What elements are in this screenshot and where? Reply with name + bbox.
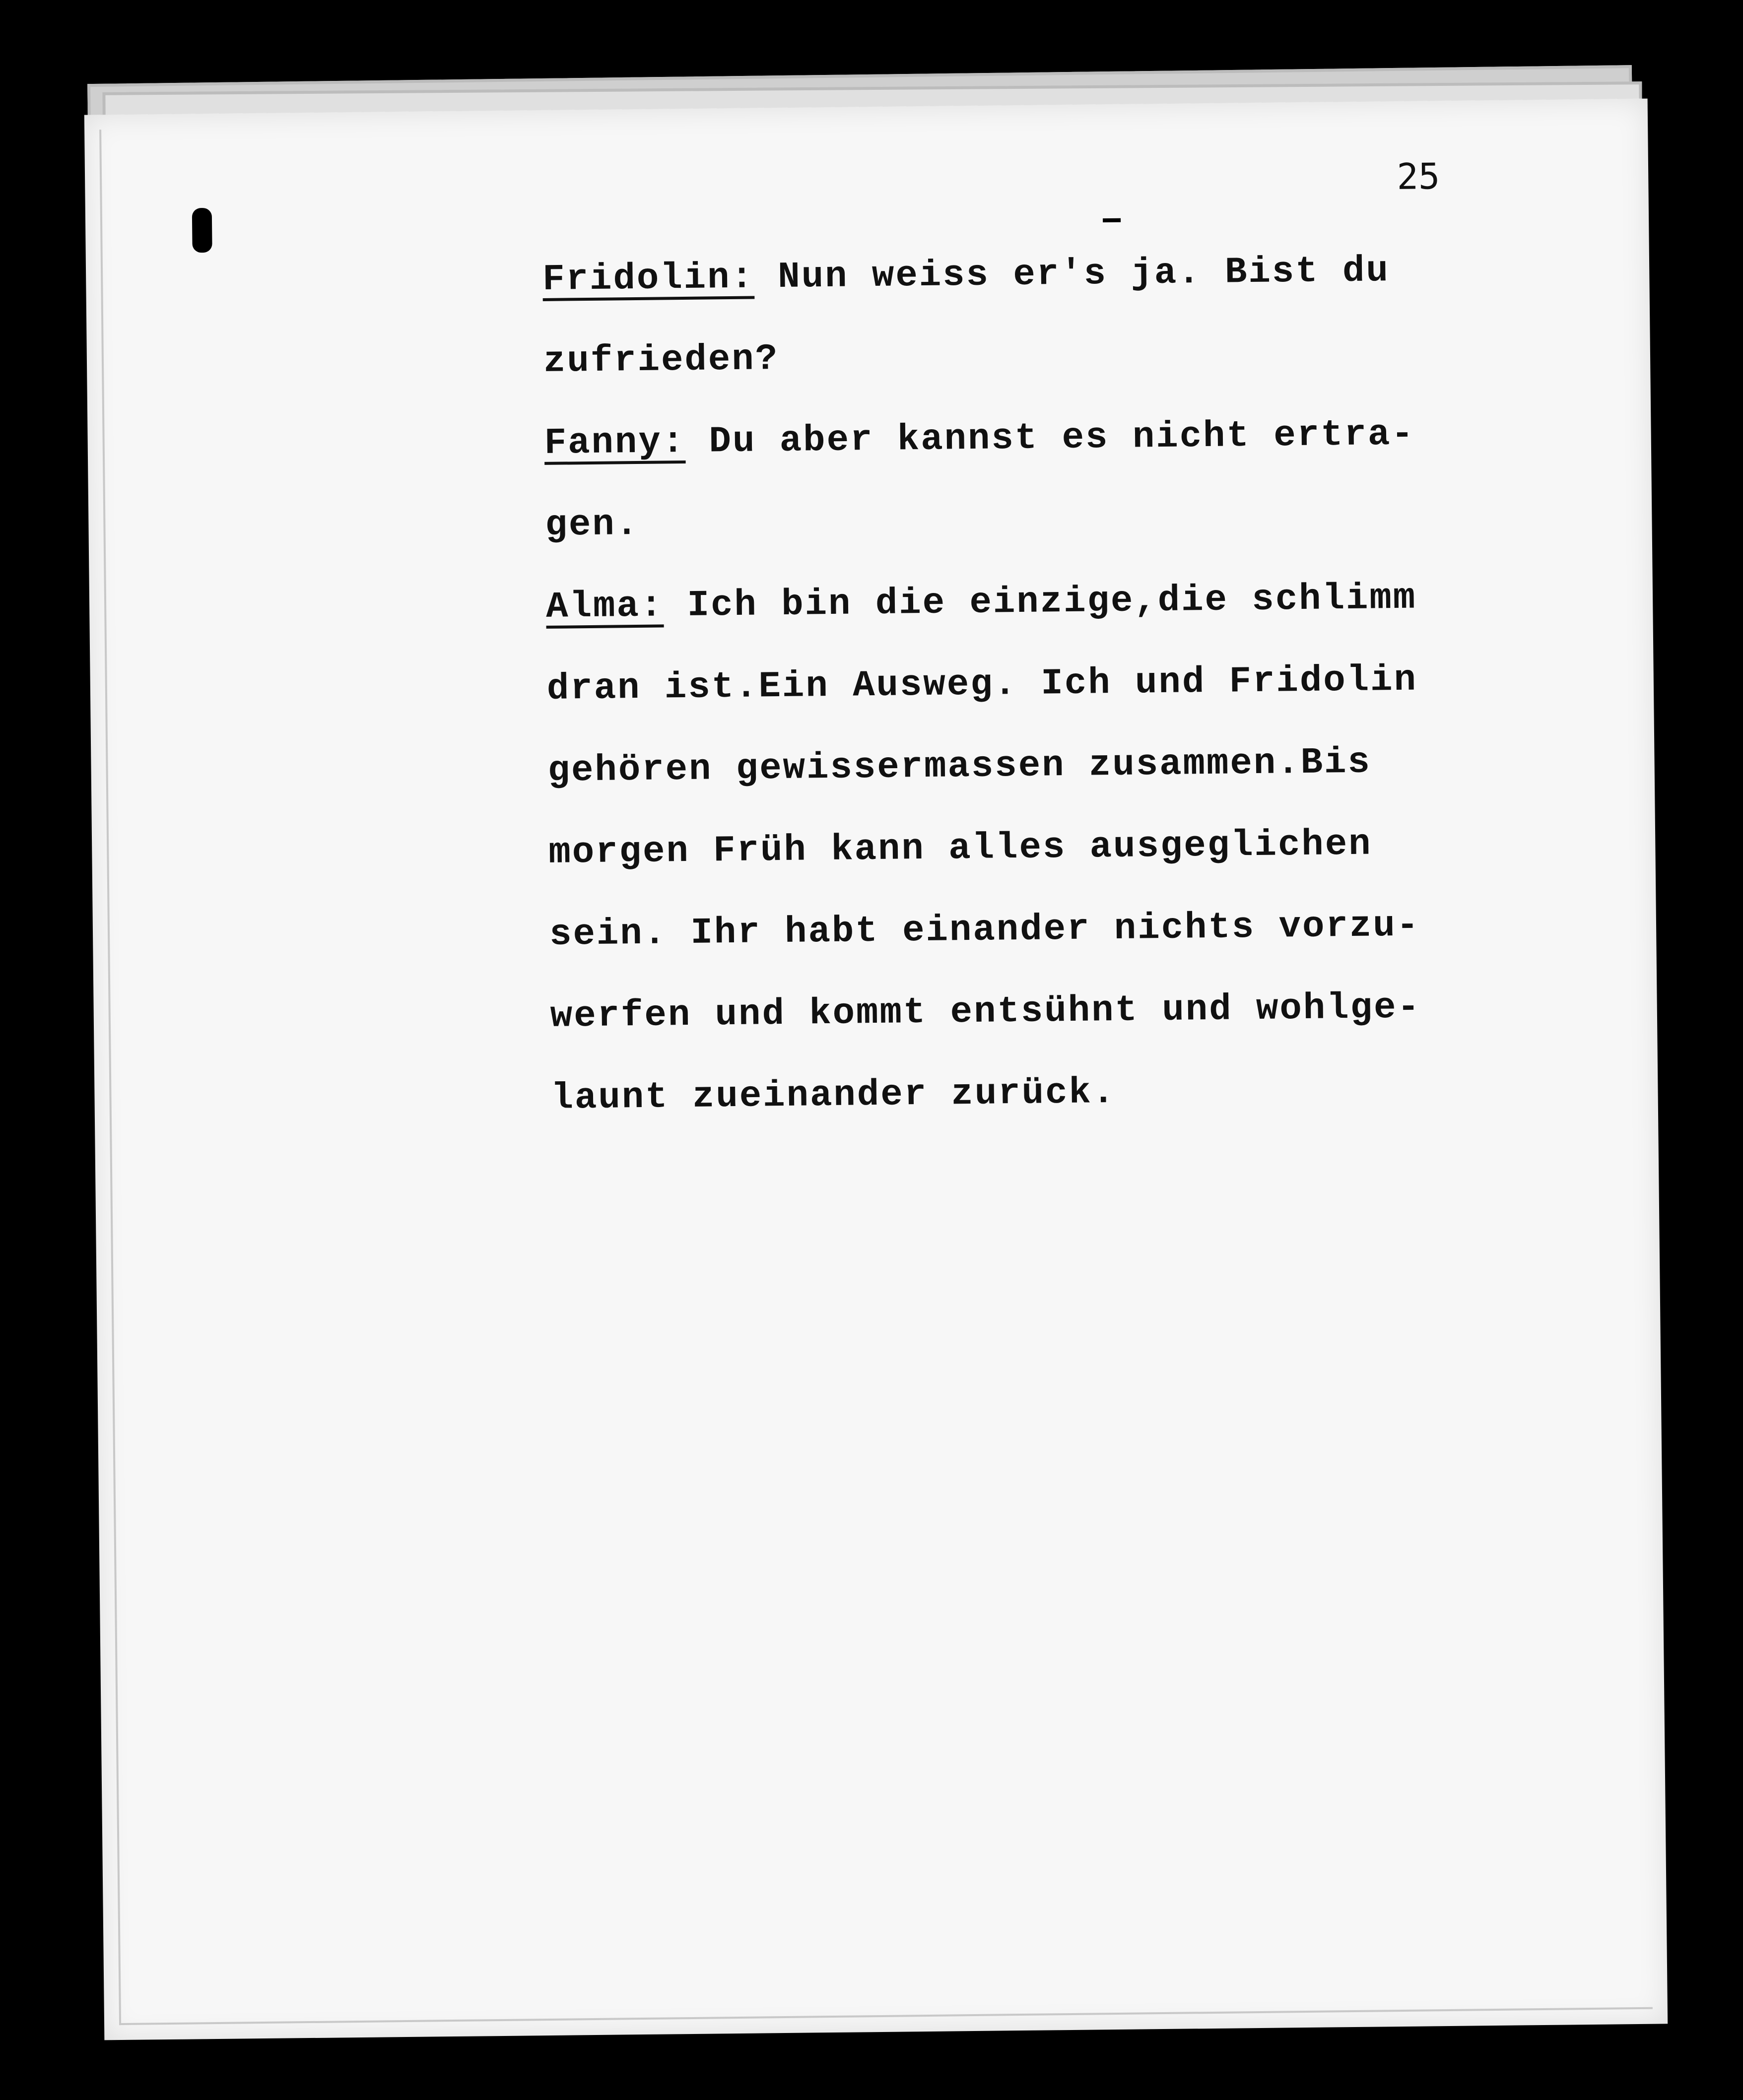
line-text: dran ist.Ein Ausweg. Ich und Fridolin	[546, 659, 1418, 710]
text-line	[545, 556, 1589, 649]
text-line	[542, 228, 1585, 321]
line-text: launt zueinander zurück.	[551, 1071, 1116, 1119]
text-line	[544, 392, 1587, 485]
dialogue-text	[542, 228, 1594, 1140]
typewritten-page	[84, 99, 1668, 2040]
line-text: Ich bin die einzige,die schlimm	[663, 577, 1417, 627]
text-line	[548, 801, 1592, 894]
line-text: sein. Ihr habt einander nichts vorzu-	[549, 905, 1420, 956]
dash-mark	[1103, 218, 1121, 222]
line-text: gen.	[545, 503, 640, 546]
line-text: zufrieden?	[543, 338, 779, 383]
punch-hole-mark	[192, 208, 212, 253]
text-line	[550, 965, 1593, 1058]
line-text: Du aber kannst es nicht ertra-	[685, 413, 1415, 463]
text-line	[549, 883, 1592, 976]
speaker-label: Fridolin:	[542, 257, 755, 301]
text-line	[546, 638, 1590, 730]
line-text: morgen Früh kann alles ausgeglichen	[548, 823, 1373, 874]
line-text: gehören gewissermassen zusammen.Bis	[547, 741, 1372, 792]
line-text: Nun weiss er's ja. Bist du	[754, 250, 1390, 299]
text-line	[547, 720, 1591, 812]
speaker-label: Alma:	[545, 585, 664, 628]
speaker-label: Fanny:	[544, 421, 686, 464]
text-line	[545, 474, 1588, 567]
text-line	[543, 310, 1586, 403]
page-number: 25	[1397, 155, 1440, 197]
line-text: werfen und kommt entsühnt und wohlge-	[550, 986, 1421, 1038]
text-line	[551, 1047, 1594, 1140]
